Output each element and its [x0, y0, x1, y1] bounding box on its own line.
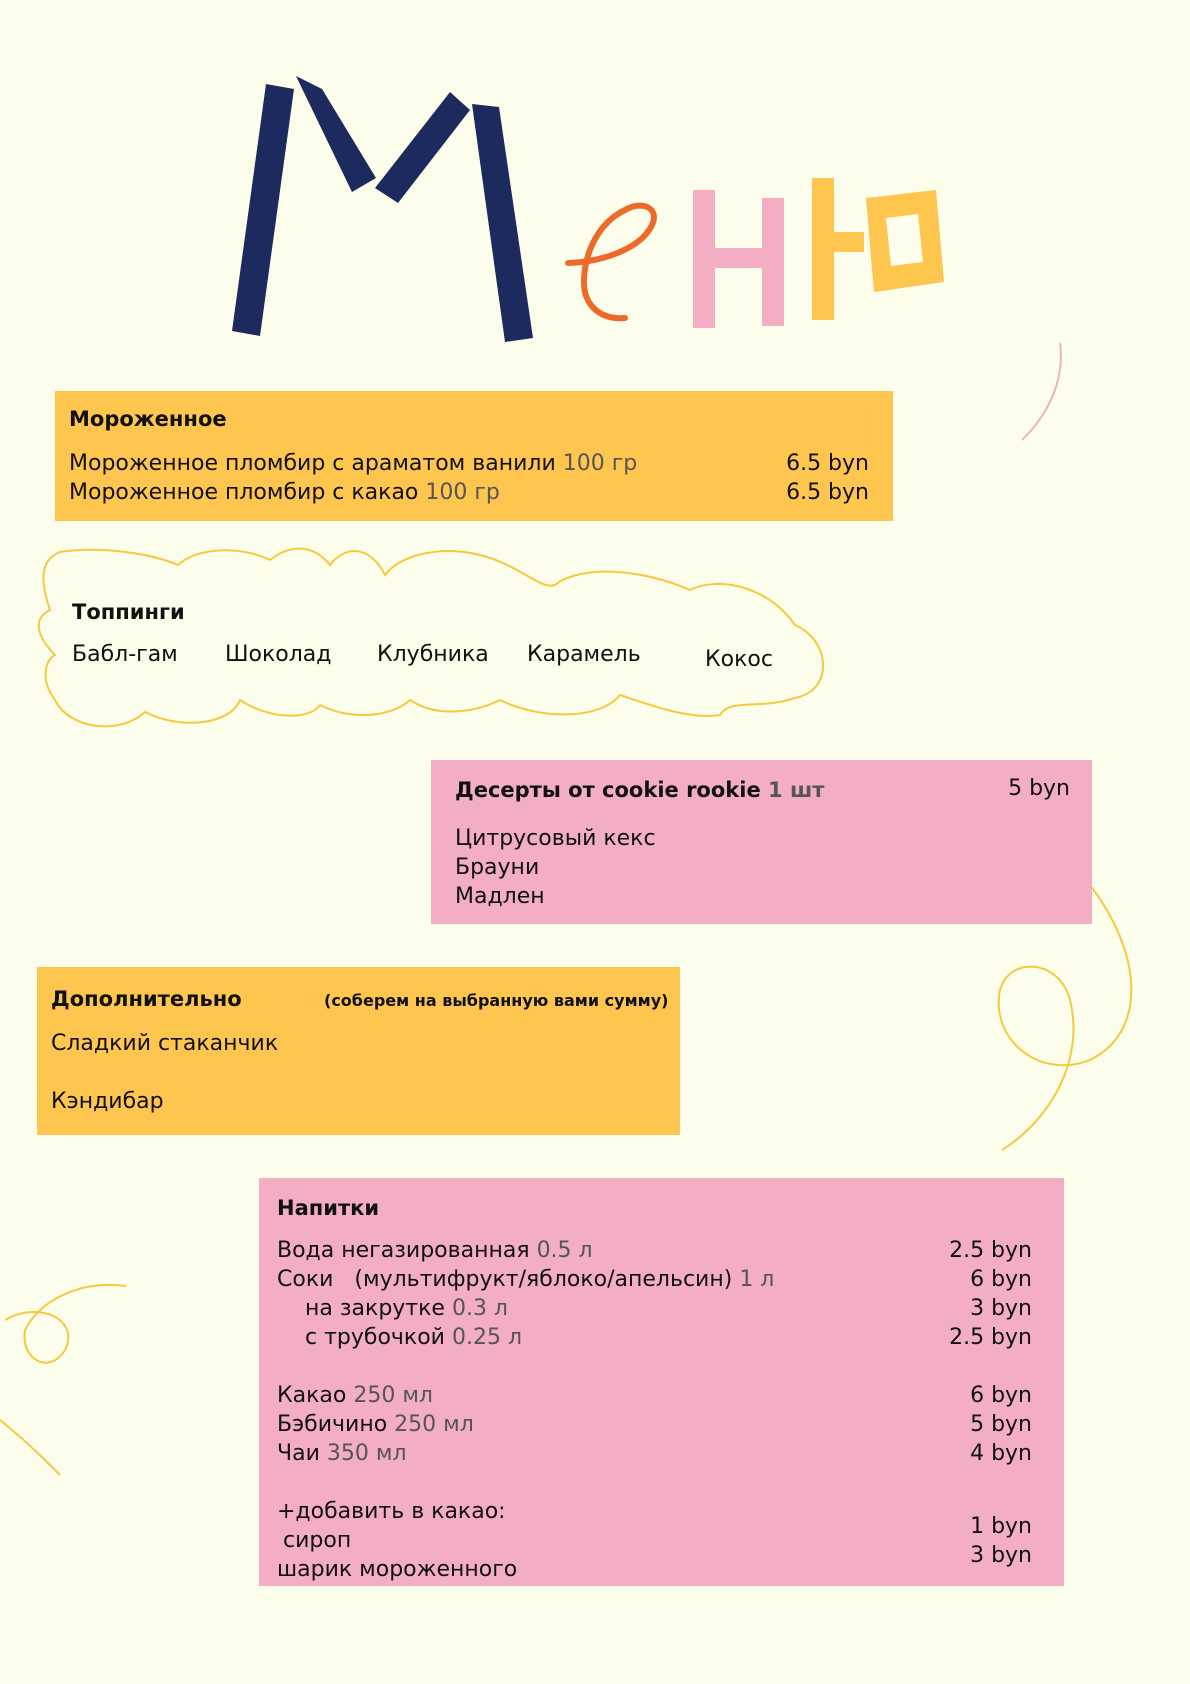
desserts-price: 5 byn [1008, 776, 1070, 801]
extra-note: (соберем на выбранную вами сумму) [324, 991, 669, 1010]
toppings-cloud [39, 549, 823, 727]
drink-price: 5 byn [970, 1412, 1032, 1437]
drink-price: 4 byn [970, 1441, 1032, 1466]
dessert-item: Мадлен [455, 884, 545, 909]
drink-addon: сироп [283, 1528, 352, 1553]
extra-panel [37, 967, 680, 1135]
drink-item: Соки (мультифрукт/яблоко/апельсин) 1 л [277, 1267, 775, 1292]
icecream-item-price: 6.5 byn [786, 480, 869, 505]
drink-item: Бэбичино 250 мл [277, 1412, 474, 1437]
drink-item: Чаи 350 мл [277, 1441, 407, 1466]
topping-item: Карамель [527, 642, 641, 667]
drink-item: Какао 250 мл [277, 1383, 433, 1408]
drink-addon-price: 3 byn [970, 1543, 1032, 1568]
title-letter-e [568, 206, 654, 319]
desserts-title: Десерты от cookie rookie 1 шт [455, 778, 825, 802]
drinks-panel [259, 1178, 1064, 1586]
topping-item: Кокос [705, 647, 773, 672]
drink-price: 6 byn [970, 1383, 1032, 1408]
topping-item: Бабл-гам [72, 642, 178, 667]
topping-item: Шоколад [225, 642, 332, 667]
title-letter-m [232, 76, 533, 342]
topping-item: Клубника [377, 642, 489, 667]
icecream-item: Мороженное пломбир с какао 100 гр [69, 480, 500, 505]
icecream-item-price: 6.5 byn [786, 451, 869, 476]
toppings-title: Топпинги [72, 600, 185, 624]
drink-price: 2.5 byn [949, 1325, 1032, 1350]
icecream-item: Мороженное пломбир с араматом ванили 100 гр [69, 451, 638, 476]
extra-title: Дополнительно [51, 987, 242, 1011]
dessert-item: Цитрусовый кекс [455, 826, 656, 851]
desserts-panel [431, 760, 1092, 924]
drink-price: 6 byn [970, 1267, 1032, 1292]
drink-item: с трубочкой 0.25 л [305, 1325, 523, 1350]
icecream-panel [55, 391, 893, 521]
drink-price: 3 byn [970, 1296, 1032, 1321]
drinks-title: Напитки [277, 1196, 380, 1220]
dessert-item: Брауни [455, 855, 540, 880]
drink-addon-price: 1 byn [970, 1514, 1032, 1539]
extra-item: Сладкий стаканчик [51, 1031, 279, 1056]
drink-item: Вода негазированная 0.5 л [277, 1238, 593, 1263]
title-letter-yu [812, 178, 944, 320]
drink-addon: шарик мороженного [277, 1557, 518, 1582]
drinks-addons-title: +добавить в какао: [277, 1499, 506, 1524]
drink-item: на закрутке 0.3 л [305, 1296, 508, 1321]
icecream-title: Мороженное [69, 407, 227, 431]
extra-item: Кэндибар [51, 1089, 164, 1114]
title-letter-n [693, 190, 784, 328]
drink-price: 2.5 byn [949, 1238, 1032, 1263]
